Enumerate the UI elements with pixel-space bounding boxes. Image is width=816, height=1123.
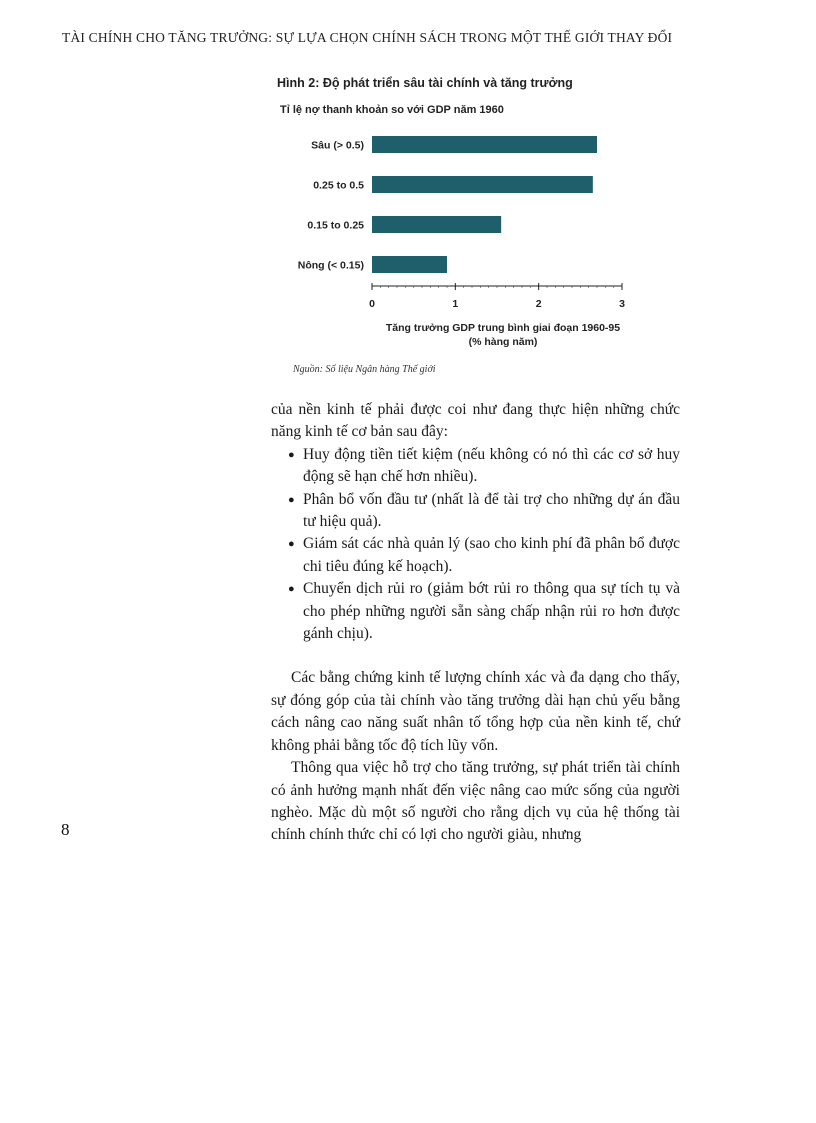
figure-subtitle: Tỉ lệ nợ thanh khoản so với GDP năm 1960 [280,104,504,116]
x-tick-label: 3 [619,298,625,310]
body-paragraph-1: Các bằng chứng kinh tế lượng chính xác và đa dạng cho thấy, sự đóng góp của tài chính vào tăng trưởng dài hạn chủ yếu bằng cách nâng cao năng suất nhân tố tổng hợp của nền kinh tế, chứ không phải bằng tốc độ tích lũy vốn. [271,669,680,754]
bullet-item [285,578,680,645]
bar-chart [270,128,650,353]
x-axis-label-unit: (% hàng năm) [468,336,538,348]
body-paragraph-2: Thông qua việc hỗ trợ cho tăng trưởng, sự phát triển tài chính có ảnh hưởng mạnh nhất đến việc nâng cao mức sống của người nghèo. Mặc dù một số người cho rằng dịch vụ của hệ thống tài chính chính thức chỉ có lợi cho người giàu, nhưng [271,759,680,844]
x-tick-label: 0 [369,298,375,310]
bar [372,136,597,153]
bullet-item [285,533,680,578]
bullet-item [285,444,680,489]
figure-title: Hình 2: Độ phát triển sâu tài chính và tăng trưởng [277,76,573,90]
bullet-icon: ● [288,583,295,596]
x-axis-label: Tăng trưởng GDP trung bình giai đoạn 1960-95 [385,322,621,334]
bullet-text: Huy động tiền tiết kiệm (nếu không có nó thì các cơ sở huy động sẽ hạn chế hơn nhiều). [303,445,680,486]
bar [372,216,501,233]
intro-paragraph: của nền kinh tế phải được coi như đang thực hiện những chức năng kinh tế cơ bản sau đây: [271,401,680,441]
paragraph-gap [271,645,680,667]
category-label: Sâu (> 0.5) [311,139,364,152]
category-label: 0.25 to 0.5 [313,179,364,192]
bar [372,256,447,273]
bullet-list [271,444,680,646]
bullet-item [285,489,680,534]
bullet-text: Phân bổ vốn đầu tư (nhất là để tài trợ cho những dự án đầu tư hiệu quả). [303,490,680,531]
category-label: 0.15 to 0.25 [307,219,364,232]
bullet-text: Chuyển dịch rủi ro (giảm bớt rủi ro thông qua sự tích tụ và cho phép những người sẵn sàng chấp nhận rủi ro hơn được gánh chịu). [303,580,680,643]
bullet-text: Giám sát các nhà quản lý (sao cho kinh phí đã phân bổ được chi tiêu đúng kế hoạch). [303,535,680,575]
category-label: Nông (< 0.15) [297,259,364,272]
bullet-icon: ● [288,493,295,506]
figure-source: Nguồn: Số liệu Ngân hàng Thế giới [293,364,436,375]
body-text [271,399,680,847]
page-number: 8 [61,820,70,839]
bullet-icon: ● [288,448,295,461]
bullet-icon: ● [288,538,295,551]
x-tick-label: 2 [535,298,542,310]
running-head: TÀI CHÍNH CHO TĂNG TRƯỞNG: SỰ LỰA CHỌN CHÍNH SÁCH TRONG MỘT THẾ GIỚI THAY ĐỔI [62,30,673,45]
bar [372,176,593,193]
x-tick-label: 1 [452,298,459,310]
